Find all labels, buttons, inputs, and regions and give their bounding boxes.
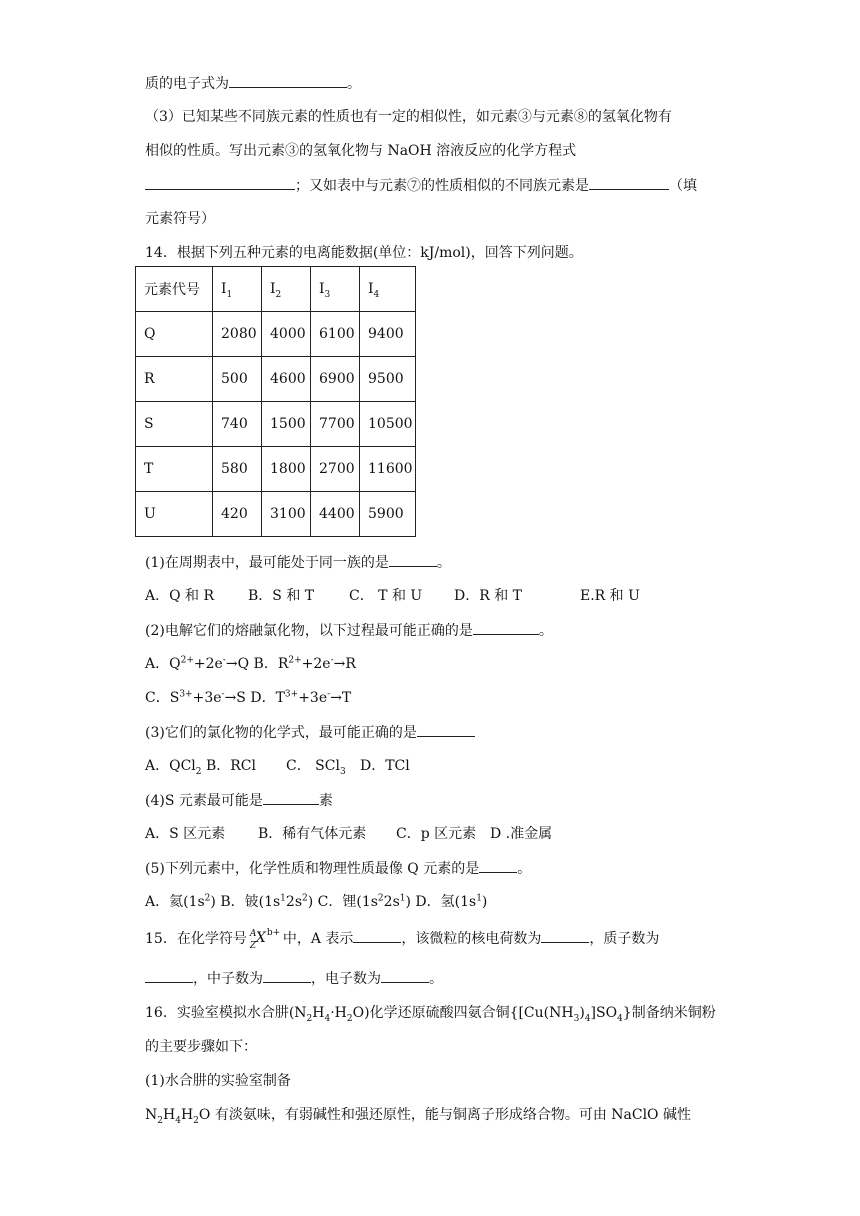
option-b: B．RCl <box>205 758 256 774</box>
table-cell: S <box>136 402 213 447</box>
answer-blank <box>417 722 475 737</box>
text-line: (1)水合肼的实验室制备 <box>145 1073 291 1089</box>
table-cell: 1800 <box>262 447 311 492</box>
option-c: C． SCl$_3$ <box>286 758 346 777</box>
sub-question-4: (4)S 元素最可能是 素 <box>145 790 333 811</box>
nuclide-symbol: A Z X b+ <box>249 928 281 951</box>
option-a: A．S 区元素 <box>145 826 226 842</box>
table-row <box>136 402 416 447</box>
option-b: B．稀有气体元素 <box>258 826 367 842</box>
option-b: B．铍$(1s^12s^2)$ <box>220 893 314 910</box>
option-a: A．$Q^{2+}+2e^-\to Q$ <box>145 655 250 672</box>
table-cell: 2080 <box>213 312 262 357</box>
table-cell: 7700 <box>311 402 360 447</box>
table-cell: T <box>136 447 213 492</box>
table-cell: 11600 <box>360 447 416 492</box>
ionization-energy-table <box>135 266 416 537</box>
answer-blank <box>381 968 429 983</box>
question-14: 14．根据下列五种元素的电离能数据(单位：kJ/mol)，回答下列问题。 <box>145 245 583 261</box>
option-b: B．$R^{2+}+2e^-\to R$ <box>253 655 356 672</box>
answer-blank <box>263 790 319 805</box>
options-5 <box>145 892 487 912</box>
option-c: C． T 和 U <box>349 588 423 604</box>
table-row <box>136 357 416 402</box>
table-cell: 580 <box>213 447 262 492</box>
options-3 <box>145 756 410 777</box>
sub-question-1: (1)在周期表中，最可能处于同一族的是 。 <box>145 552 451 573</box>
text-line: $N_2H_4H_2O$ 有淡氨味，有弱碱性和强还原性，能与铜离子形成络合物。可由 NaClO 碱性 <box>145 1107 691 1126</box>
answer-blank <box>473 620 539 635</box>
sub-question-5: (5)下列元素中，化学性质和物理性质最像 Q 元素的是 。 <box>145 858 531 879</box>
text-line: ；又如表中与元素⑦的性质相似的不同族元素是 （填 <box>145 175 697 196</box>
table-cell: 420 <box>213 492 262 537</box>
table-cell: 740 <box>213 402 262 447</box>
question-16: 16．实验室模拟水合肼$(N_2H_4\cdot H_2O)$化学还原硫酸四氨合铜$\{[Cu(NH_3)_4]SO_4\}$制备纳米铜粉 <box>145 1005 716 1024</box>
table-header-cell: 元素代号 <box>136 267 213 312</box>
table-cell: 4600 <box>262 357 311 402</box>
options-4 <box>145 824 553 844</box>
table-cell: U <box>136 492 213 537</box>
table-cell: 4000 <box>262 312 311 357</box>
table-cell: 4400 <box>311 492 360 537</box>
option-c: C．p 区元素 <box>396 826 477 842</box>
option-d: D．R 和 T <box>454 588 523 604</box>
option-c: C．锂$(1s^22s^1)$ <box>317 893 411 910</box>
table-row <box>136 447 416 492</box>
answer-blank <box>145 175 295 190</box>
option-c: C．$S^{3+}+3e^-\to S$ <box>145 689 246 706</box>
option-d: D .准金属 <box>490 826 553 842</box>
answer-blank <box>589 175 669 190</box>
table-cell: Q <box>136 312 213 357</box>
answer-blank <box>145 968 193 983</box>
table-row <box>136 312 416 357</box>
table-cell: 9400 <box>360 312 416 357</box>
table-cell: R <box>136 357 213 402</box>
answer-blank <box>389 552 437 567</box>
question-15-cont: ，中子数为 ，电子数为 。 <box>145 968 443 989</box>
answer-blank <box>479 858 517 873</box>
table-row <box>136 492 416 537</box>
answer-blank <box>229 73 347 88</box>
text-line: 元素符号） <box>145 211 215 227</box>
table-header-cell: $I_1$ <box>213 267 262 312</box>
table-header-cell: $I_3$ <box>311 267 360 312</box>
table-cell: 6900 <box>311 357 360 402</box>
table-cell: 10500 <box>360 402 416 447</box>
answer-blank <box>353 928 401 943</box>
sub-question-2: (2)电解它们的熔融氯化物，以下过程最可能正确的是 。 <box>145 620 553 641</box>
table-cell: 2700 <box>311 447 360 492</box>
table-header-cell: $I_2$ <box>262 267 311 312</box>
options-1 <box>145 586 640 606</box>
answer-blank <box>263 968 311 983</box>
option-b: B．S 和 T <box>248 588 315 604</box>
option-a: A．Q 和 R <box>145 588 215 604</box>
sub-question-3: (3)它们的氯化物的化学式，最可能正确的是 <box>145 722 475 743</box>
options-2-cd <box>145 688 351 708</box>
answer-blank <box>541 928 589 943</box>
option-e: E.R 和 U <box>580 588 640 604</box>
text-line: （3）已知某些不同族元素的性质也有一定的相似性，如元素③与元素⑧的氢氧化物有 <box>145 109 672 125</box>
table-header-row <box>136 267 416 312</box>
question-15: 15．在化学符号 A Z X b+ 中，A 表示 ，该微粒的核电荷数为 ，质子数为 <box>145 928 660 951</box>
option-d: D．TCl <box>360 758 410 774</box>
table-cell: 500 <box>213 357 262 402</box>
option-a: A．QCl$_2$ <box>145 758 202 777</box>
options-2-ab <box>145 654 356 674</box>
table-cell: 9500 <box>360 357 416 402</box>
option-d: D．氢$(1s^1)$ <box>415 893 488 910</box>
table-cell: 1500 <box>262 402 311 447</box>
text-line: 质的电子式为 。 <box>145 73 361 94</box>
text-line: 相似的性质。写出元素③的氢氧化物与 NaOH 溶液反应的化学方程式 <box>145 143 577 159</box>
option-a: A．氦$(1s^2)$ <box>145 893 216 910</box>
text-line: 的主要步骤如下： <box>145 1039 257 1055</box>
table-cell: 5900 <box>360 492 416 537</box>
table-cell: 6100 <box>311 312 360 357</box>
option-d: D．$T^{3+}+3e^-\to T$ <box>250 689 352 706</box>
table-cell: 3100 <box>262 492 311 537</box>
table-header-cell: $I_4$ <box>360 267 416 312</box>
